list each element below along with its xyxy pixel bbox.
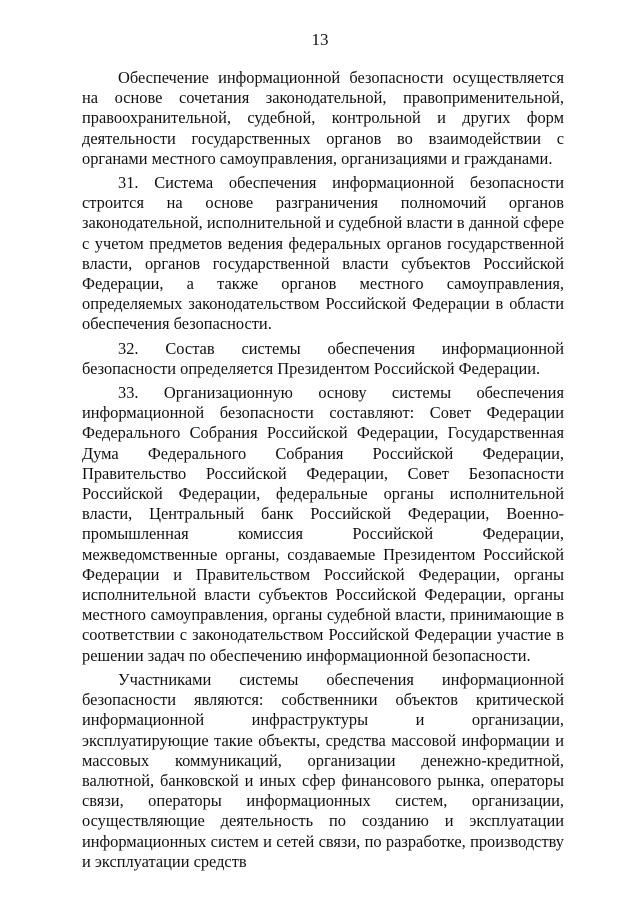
paragraph-33: 33. Организационную основу системы обеспечения информационной безопасности составляют: Совет Федерации Федерального Собрания Российской Федерации, Государственная Дума Федерального Собрания Российской Федерации, Правительство Российской Федерации, Совет Безопасности Российской Федерации, федеральные органы исполнительной власти, Центральный банк Российской Федерации, Военно-промышленная комиссия Российской Федерации, межведомственные органы, создаваемые Президентом Российской Федерации и Правительством Российской Федерации, органы исполнительной власти субъектов Российской Федерации, органы местного самоуправления, органы судебной власти, принимающие в соответствии с законодательством Российской Федерации участие в решении задач по обеспечению информационной безопасности. (82, 383, 564, 665)
paragraph-participants: Участниками системы обеспечения информационной безопасности являются: собственники объектов критической информационной инфраструктуры и организации, эксплуатирующие такие объекты, средства массовой информации и массовых коммуникаций, организации денежно-кредитной, валютной, банковской и иных сфер финансового рынка, операторы связи, операторы информационных систем, организации, осуществляющие деятельность по созданию и эксплуатации информационных систем и сетей связи, по разработке, производству и эксплуатации средств (82, 669, 564, 871)
page-number: 13 (311, 30, 329, 49)
paragraph-intro: Обеспечение информационной безопасности осуществляется на основе сочетания законодательной, правоприменительной, правоохранительной, судебной, контрольной и других форм деятельности государственных органов во взаимодействии с органами местного самоуправления, организациями и гражданами. (82, 68, 564, 168)
paragraph-31: 31. Система обеспечения информационной безопасности строится на основе разграничения полномочий органов законодательной, исполнительной и судебной власти в данной сфере с учетом предметов ведения федеральных органов государственной власти, органов государственной власти субъектов Российской Федерации, а также органов местного самоуправления, определяемых законодательством Российской Федерации в области обеспечения безопасности. (82, 173, 564, 334)
document-body (82, 68, 564, 876)
paragraph-32: 32. Состав системы обеспечения информационной безопасности определяется Президентом Российской Федерации. (82, 338, 564, 378)
